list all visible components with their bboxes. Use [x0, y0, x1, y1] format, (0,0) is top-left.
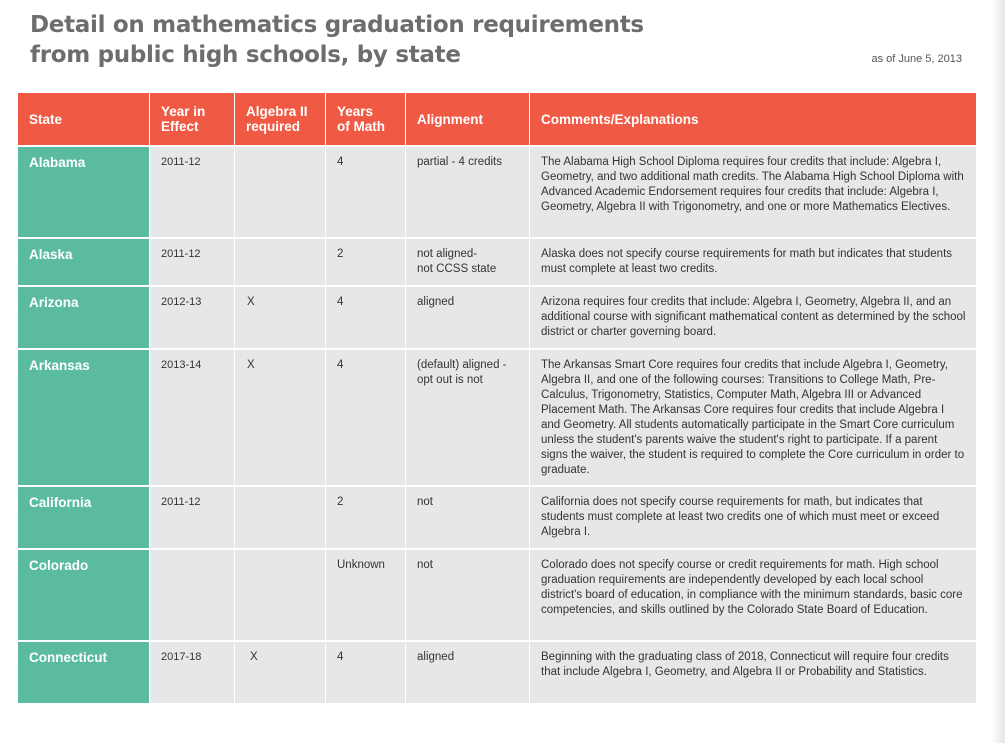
years-of-math-cell: 4 [325, 640, 405, 703]
algebra-ii-cell [234, 548, 325, 640]
year-cell: 2011-12 [149, 485, 234, 548]
algebra-ii-cell: X [234, 285, 325, 348]
comments-cell: Alaska does not specify course requirements for math but indicates that students must complete at least two credits. [529, 237, 976, 285]
header-years-line-2: of Math [337, 119, 385, 134]
state-cell: Arizona [18, 285, 149, 348]
alignment-cell [405, 485, 529, 548]
algebra-ii-cell [234, 145, 325, 237]
alignment-cell [405, 548, 529, 640]
years-of-math-cell: 4 [325, 285, 405, 348]
page-title [30, 10, 644, 70]
header-years-of-math [325, 93, 405, 145]
alignment-cell [405, 145, 529, 237]
alignment-line-1: partial - 4 credits [417, 156, 503, 168]
header-alignment: Alignment [405, 93, 529, 145]
state-cell: California [18, 485, 149, 548]
as-of-date: as of June 5, 2013 [871, 53, 962, 65]
page-edge-shadow [991, 0, 1005, 743]
state-cell: Connecticut [18, 640, 149, 703]
alignment-line-1: not [417, 496, 433, 508]
page-title-line-2: from public high schools, by state [30, 42, 461, 68]
table-row [18, 485, 976, 548]
years-of-math-cell: 2 [325, 237, 405, 285]
table-row [18, 285, 976, 348]
header-year-line-1: Year in [161, 104, 206, 119]
year-cell: 2011-12 [149, 145, 234, 237]
header-algebra-ii-required [234, 93, 325, 145]
header-comments: Comments/Explanations [529, 93, 976, 145]
table-row [18, 145, 976, 237]
header-years-line-1: Years [337, 104, 374, 119]
comments-cell: Arizona requires four credits that include: Algebra I, Geometry, Algebra II, and an additional course with significant mathematical content as determined by the school district or charter governing board. [529, 285, 976, 348]
state-cell: Arkansas [18, 348, 149, 485]
state-cell: Alaska [18, 237, 149, 285]
table-header-row [18, 93, 976, 145]
comments-cell: Colorado does not specify course or credit requirements for math. High school graduation requirements are independently developed by each local school district's board of education, in compliance with the minimum standards, basic core competencies, and skills outlined by the Colorado State Board of Education. [529, 548, 976, 640]
alignment-line-1: not [417, 559, 433, 571]
years-of-math-cell: 2 [325, 485, 405, 548]
algebra-ii-cell: X [234, 348, 325, 485]
table-row [18, 640, 976, 703]
alignment-cell [405, 285, 529, 348]
comments-cell: The Alabama High School Diploma requires four credits that include: Algebra I, Geometry, and two additional math credits. The Alabama High School Diploma with Advanced Academic Endorsement requires four credits that include: Algebra I, Geometry, Algebra II with Trigonometry, and one or more Mathematics Electives. [529, 145, 976, 237]
year-cell [149, 548, 234, 640]
table-row [18, 348, 976, 485]
header-state: State [18, 93, 149, 145]
alignment-line-2: opt out is not [417, 374, 483, 386]
years-of-math-cell: Unknown [325, 548, 405, 640]
year-cell: 2013-14 [149, 348, 234, 485]
alignment-cell [405, 348, 529, 485]
alignment-line-1: aligned [417, 651, 455, 663]
table-row [18, 548, 976, 640]
alignment-line-1: aligned [417, 296, 455, 308]
table-row [18, 237, 976, 285]
algebra-ii-cell [234, 485, 325, 548]
year-cell: 2017-18 [149, 640, 234, 703]
comments-cell: Beginning with the graduating class of 2018, Connecticut will require four credits that include Algebra I, Geometry, and Algebra II or Probability and Statistics. [529, 640, 976, 703]
alignment-line-1: (default) aligned - [417, 359, 507, 371]
algebra-ii-cell [234, 237, 325, 285]
alignment-cell [405, 640, 529, 703]
state-cell: Colorado [18, 548, 149, 640]
comments-cell: California does not specify course requirements for math, but indicates that students must complete at least two credits one of which must meet or exceed Algebra I. [529, 485, 976, 548]
alignment-cell [405, 237, 529, 285]
header-algebra-line-1: Algebra II [246, 104, 308, 119]
years-of-math-cell: 4 [325, 145, 405, 237]
alignment-line-1: not aligned- [417, 248, 478, 260]
page-title-line-1: Detail on mathematics graduation requirements [30, 12, 644, 38]
year-cell: 2012-13 [149, 285, 234, 348]
math-requirements-table [18, 93, 976, 703]
year-cell: 2011-12 [149, 237, 234, 285]
comments-cell: The Arkansas Smart Core requires four credits that include Algebra I, Geometry, Algebra II, and one of the following courses: Transitions to College Math, Pre-Calculus, Trigonometry, Statistics, Computer Math, Algebra III or Advanced Placement Math. The Arkansas Core requires four credits that include Algebra I and Geometry. All students automatically participate in the Smart Core curriculum unless the student's parents waive the student's right to participate. If a parent signs the waiver, the student is required to complete the Core curriculum in order to graduate. [529, 348, 976, 485]
header-year-line-2: Effect [161, 119, 199, 134]
years-of-math-cell: 4 [325, 348, 405, 485]
algebra-ii-cell: X [234, 640, 325, 703]
header-year-in-effect [149, 93, 234, 145]
state-cell: Alabama [18, 145, 149, 237]
alignment-line-2: not CCSS state [417, 263, 497, 275]
header-algebra-line-2: required [246, 119, 301, 134]
